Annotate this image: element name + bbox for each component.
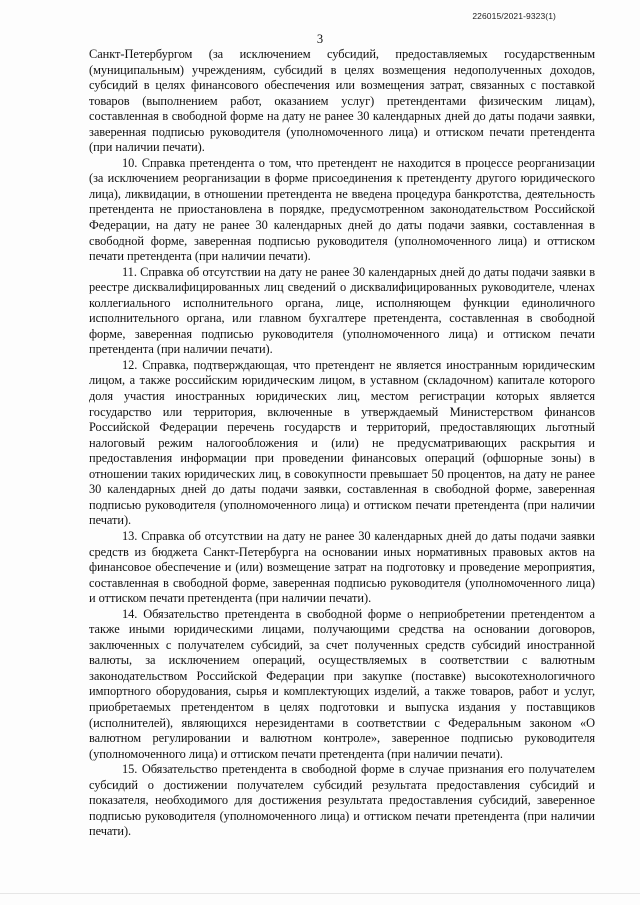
paragraph-item-13: 13. Справка об отсутствии на дату не ранее 30 календарных дней до даты подачи заявки средств из бюджета Санкт-Петербурга на основании иных нормативных правовых актов на финансовое обеспечение и (или) возмещение затрат на подготовку и проведение мероприятия, составленная в свободной форме, заверенная подписью руководителя (уполномоченного лица) и оттиском печати претендента (при наличии печати). <box>89 528 595 606</box>
paragraph-item-12: 12. Справка, подтверждающая, что претендент не является иностранным юридическим лицом, а также российским юридическим лицом, в уставном (складочном) капитале которого доля участия иностранных юридических лиц, местом регистрации которых является государство или территория, включенные в утверждаемый Министерством финансов Российской Федерации перечень государств и территорий, предоставляющих льготный налоговый режим налогообложения и (или) не предусматривающих раскрытия и предоставления информации при проведении финансовых операций (офшорные зоны) в отношении таких юридических лиц, в совокупности превышает 50 процентов, на дату не ранее 30 календарных дней до даты подачи заявки, составленная в свободной форме, заверенная подписью руководителя (уполномоченного лица) и оттиском печати претендента (при наличии печати). <box>89 357 595 528</box>
document-id: 226015/2021-9323(1) <box>472 11 556 21</box>
paragraph-item-11: 11. Справка об отсутствии на дату не ранее 30 календарных дней до даты подачи заявки в реестре дисквалифицированных лиц сведений о дисквалифицированных руководителе, членах коллегиального исполнительного органа, лице, исполняющем функции единоличного исполнительного органа, или главном бухгалтере претендента, составленная в свободной форме, заверенная подписью руководителя (уполномоченного лица) и оттиском печати претендента (при наличии печати). <box>89 264 595 357</box>
paragraph-item-15: 15. Обязательство претендента в свободной форме в случае признания его получателем субсидий о достижении получателем субсидий результата предоставления субсидий и показателя, необходимого для достижения результата предоставления субсидий, заверенное подписью руководителя (уполномоченного лица) и оттиском печати претендента (при наличии печати). <box>89 762 595 839</box>
page-bottom-edge <box>0 893 640 894</box>
paragraph-item-14: 14. Обязательство претендента в свободной форме о неприобретении претендентом а также иными юридическими лицами, получающими средства на основании договоров, заключенных с получателем субсидий, за счет полученных средств субсидий иностранной валюты, за исключением операций, осуществляемых в соответствии с валютным законодательством Российской Федерации при закупке (поставке) высокотехнологичного импортного оборудования, сырья и комплектующих изделий, а также товаров, работ и услуг, приобретаемых претендентом в целях подготовки и выпуска издания у поставщиков (исполнителей), являющихся нерезидентами в соответствии с Федеральным законом «О валютном регулировании и валютном контроле», заверенное подписью руководителя (уполномоченного лица) и оттиском печати претендента (при наличии печати). <box>89 606 595 761</box>
page-number: 3 <box>316 32 324 46</box>
paragraph-continuation: Санкт-Петербургом (за исключением субсидий, предоставляемых государственным (муниципальным) учреждениям, субсидий в целях возмещения недополученных доходов, субсидий в целях финансового обеспечения или возмещения затрат, связанных с поставкой товаров (выполнением работ, оказанием услуг) претендентами физическим лицам), составленная в свободной форме на дату не ранее 30 календарных дней до даты подачи заявки, заверенная подписью руководителя (уполномоченного лица) и оттиском печати претендента (при наличии печати). <box>89 47 595 155</box>
paragraph-item-10: 10. Справка претендента о том, что претендент не находится в процессе реорганизации (за исключением реорганизации в форме присоединения к претенденту другого юридического лица), ликвидации, в отношении претендента не введена процедура банкротства, деятельность претендента не приостановлена в порядке, предусмотренном законодательством Российской Федерации, на дату не ранее 30 календарных дней до даты подачи заявки, составленная в свободной форме, заверенная подписью руководителя (уполномоченного лица) и оттиском печати претендента (при наличии печати). <box>89 155 595 264</box>
document-body <box>89 47 595 840</box>
